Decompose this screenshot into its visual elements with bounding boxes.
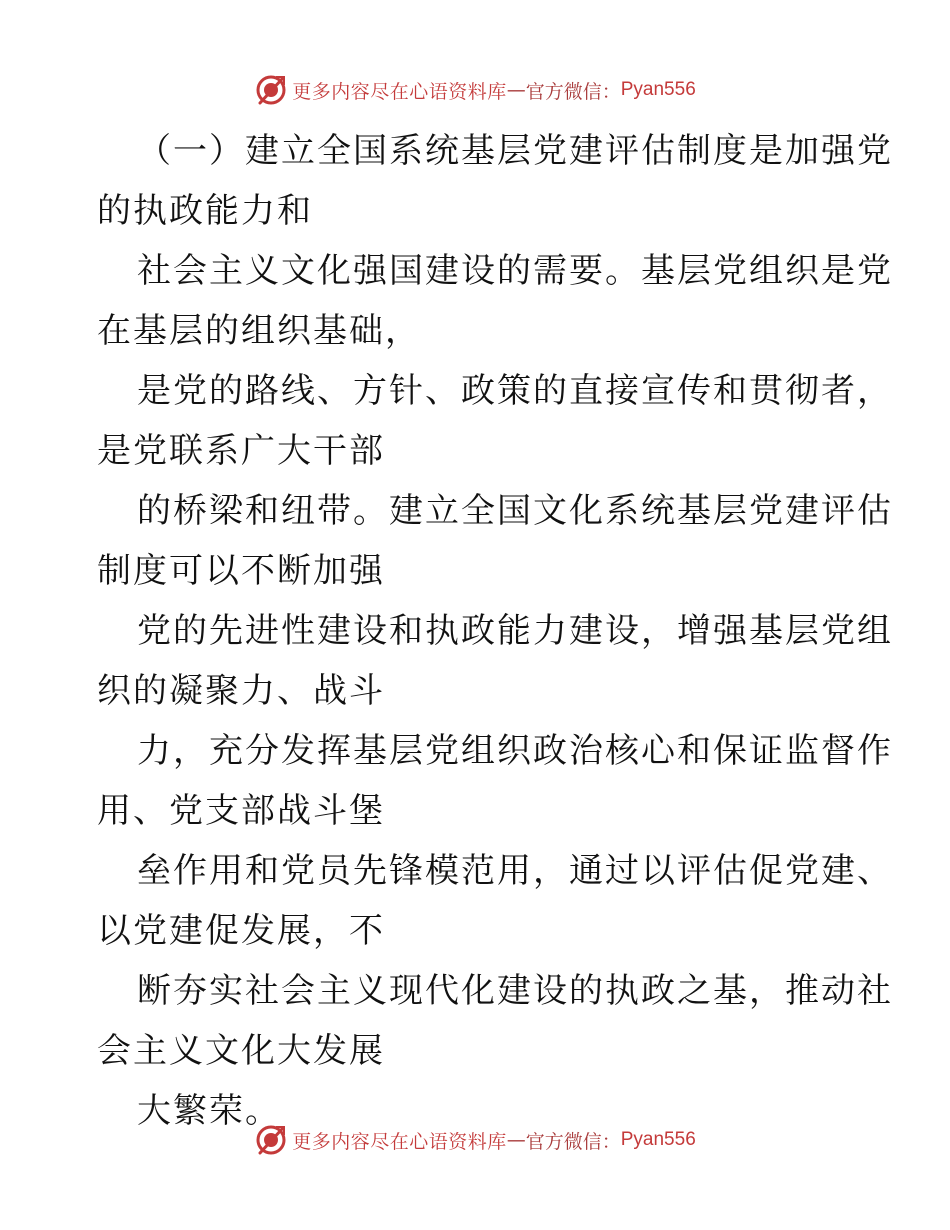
- footer-watermark: [0, 1120, 950, 1160]
- text-line: 会主义文化大发展: [97, 1031, 385, 1071]
- text-line: （一）建立全国系统基层党建评估制度是加强党: [137, 131, 893, 171]
- text-line: 的桥梁和纽带。建立全国文化系统基层党建评估: [137, 491, 893, 531]
- paragraph: [97, 481, 893, 601]
- pen-logo-icon: [254, 1123, 288, 1157]
- watermark-id: Pyan556: [620, 79, 696, 100]
- document-body: [97, 121, 893, 1141]
- pen-logo-icon: [254, 73, 288, 107]
- paragraph: [97, 241, 893, 361]
- text-line: 力，充分发挥基层党组织政治核心和保证监督作: [137, 731, 893, 771]
- paragraph: [97, 361, 893, 481]
- watermark-dash: —: [506, 79, 526, 101]
- watermark-id: Pyan556: [620, 1129, 696, 1150]
- text-line: 在基层的组织基础，: [97, 311, 421, 351]
- watermark-label: 官方微信：: [525, 1130, 621, 1153]
- text-line: 社会主义文化强国建设的需要。基层党组织是党: [137, 251, 893, 291]
- paragraph: [97, 841, 893, 961]
- text-line: 垒作用和党员先锋模范用，通过以评估促党建、: [137, 851, 893, 891]
- paragraph: [97, 121, 893, 241]
- text-line: 断夯实社会主义现代化建设的执政之基，推动社: [137, 971, 893, 1011]
- watermark-text: 更多内容尽在心语资料库: [292, 1130, 507, 1153]
- paragraph: [97, 721, 893, 841]
- text-line: 织的凝聚力、战斗: [97, 671, 385, 711]
- watermark-dash: —: [506, 1129, 526, 1151]
- text-line: 用、党支部战斗堡: [97, 791, 385, 831]
- text-line: 是党的路线、方针、政策的直接宣传和贯彻者，: [137, 371, 893, 411]
- paragraph: [97, 961, 893, 1081]
- watermark-label: 官方微信：: [525, 80, 621, 103]
- header-watermark: [0, 70, 950, 110]
- text-line: 以党建促发展，不: [97, 911, 385, 951]
- text-line: 党的先进性建设和执政能力建设，增强基层党组: [137, 611, 893, 651]
- text-line: 的执政能力和: [97, 191, 313, 231]
- paragraph: [97, 601, 893, 721]
- text-line: 制度可以不断加强: [97, 551, 385, 591]
- watermark-text: 更多内容尽在心语资料库: [292, 80, 507, 103]
- text-line: 是党联系广大干部: [97, 431, 385, 471]
- text-line: 大繁荣。: [137, 1091, 281, 1131]
